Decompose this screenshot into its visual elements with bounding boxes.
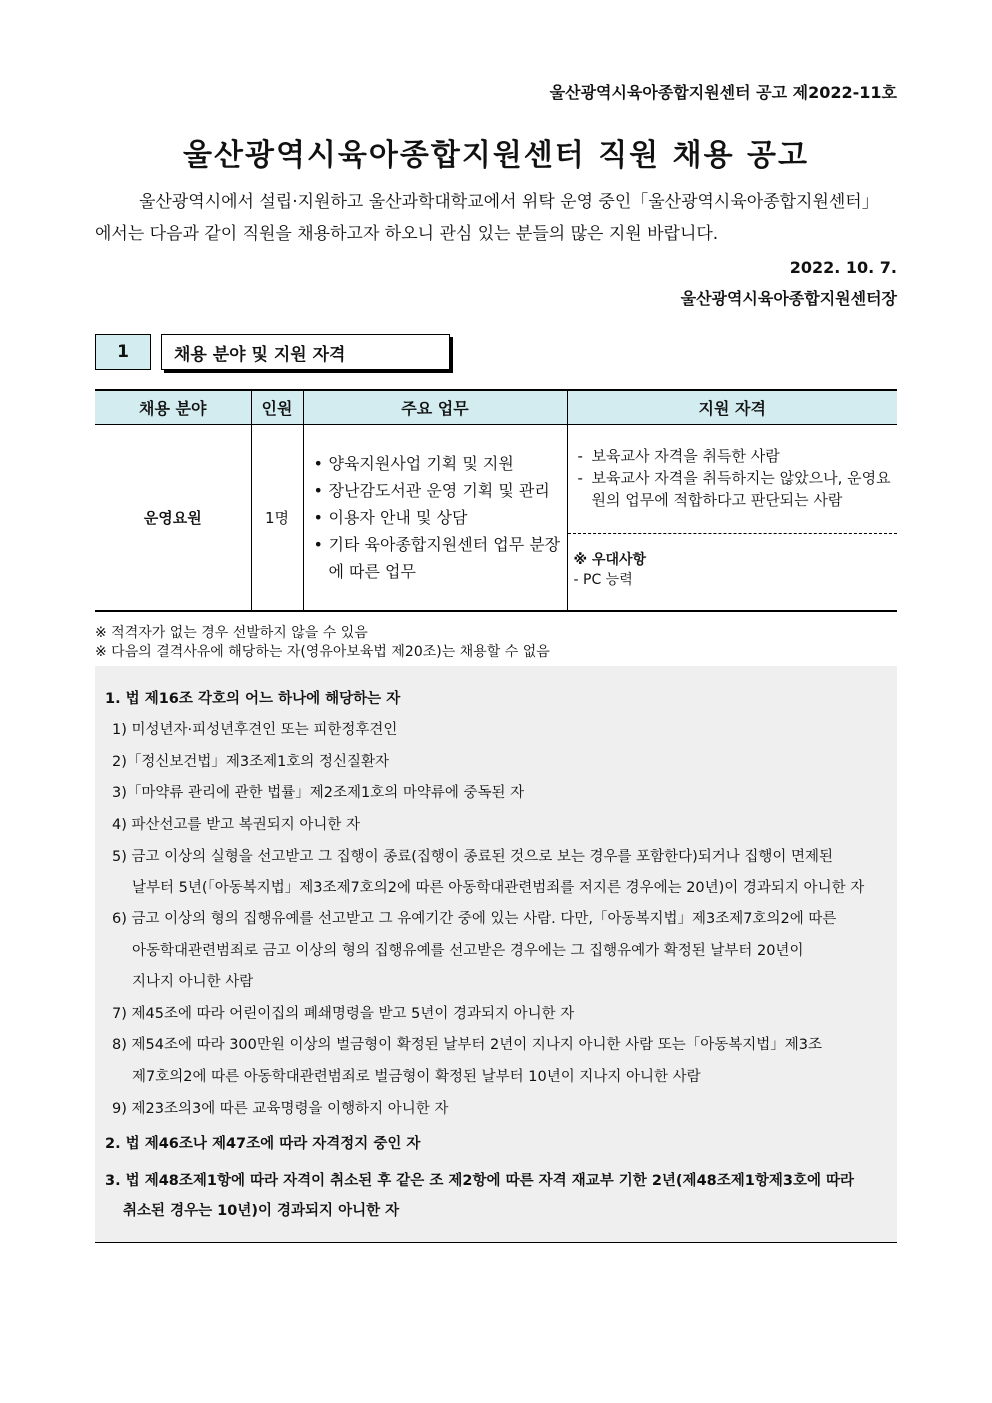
notes	[95, 624, 550, 662]
disqualification-item: 4) 파산선고를 받고 복권되지 아니한 자	[112, 817, 361, 833]
intro-line-2: 에서는 다음과 같이 직원을 채용하고자 하오니 관심 있는 분들의 많은 지원 바랍니다.	[95, 224, 719, 244]
header-count: 인원	[251, 390, 303, 425]
qualification-list	[568, 425, 898, 534]
disqualification-item: 1. 법 제16조 각호의 어느 하나에 해당하는 자	[105, 691, 401, 707]
duty-item: • 장난감도서관 운영 기획 및 관리	[314, 477, 567, 504]
cell-qualifications	[567, 425, 897, 611]
header-duties: 주요 업무	[303, 390, 567, 425]
table-row	[95, 425, 897, 611]
duty-item: • 이용자 안내 및 상담	[314, 504, 567, 531]
notice-date: 2022. 10. 7.	[789, 258, 897, 277]
disqualification-item: 6) 금고 이상의 형의 집행유예를 선고받고 그 유예기간 중에 있는 사람. 다만,「아동복지법」제3조제7호의2에 따른	[112, 911, 837, 927]
disqualification-item: 9) 제23조의3에 따른 교육명령을 이행하지 아니한 자	[112, 1101, 449, 1117]
disqualification-item: 취소된 경우는 10년)이 경과되지 아니한 자	[123, 1203, 400, 1219]
disqualification-item: 2. 법 제46조나 제47조에 따라 자격정지 중인 자	[105, 1136, 421, 1152]
section-title: 채용 분야 및 지원 자격	[161, 334, 450, 370]
disqualification-item: 7) 제45조에 따라 어린이집의 폐쇄명령을 받고 5년이 경과되지 아니한 자	[112, 1006, 575, 1022]
disqualification-item: 날부터 5년(「아동복지법」제3조제7호의2에 따른 아동학대관련범죄를 저지른 경우에는 20년)이 경과되지 아니한 자	[132, 880, 865, 896]
disqualification-item: 1) 미성년자·피성년후견인 또는 피한정후견인	[112, 722, 398, 738]
preference-title: ※ 우대사항	[573, 552, 647, 568]
table-header-row	[95, 390, 897, 425]
disqualification-item: 3)「마약류 관리에 관한 법률」제2조제1호의 마약류에 중독된 자	[112, 785, 525, 801]
header-qualifications: 지원 자격	[567, 390, 897, 425]
header-field: 채용 분야	[95, 390, 251, 425]
cell-field: 운영요원	[95, 425, 251, 611]
qualification-item: - 보육교사 자격을 취득하지는 않았으나, 운영요원의 업무에 적합하다고 판단되는 사람	[574, 467, 892, 511]
disqualification-item: 아동학대관련범죄로 금고 이상의 형의 집행유예를 선고받은 경우에는 그 집행유예가 확정된 날부터 20년이	[132, 943, 804, 959]
preference-block	[568, 534, 898, 604]
disqualification-item: 제7호의2에 따른 아동학대관련범죄로 벌금형이 확정된 날부터 10년이 지나지 아니한 사람	[132, 1069, 701, 1085]
note-line: ※ 적격자가 없는 경우 선발하지 않을 수 있음	[95, 625, 368, 641]
recruitment-table	[95, 389, 897, 612]
disqualification-box	[95, 666, 897, 1243]
preference-item: - PC 능력	[573, 572, 633, 588]
disqualification-item: 지나지 아니한 사람	[132, 974, 254, 990]
intro-paragraph	[95, 186, 897, 250]
notice-number: 울산광역시육아종합지원센터 공고 제2022-11호	[549, 83, 897, 102]
disqualification-item: 8) 제54조에 따라 300만원 이상의 벌금형이 확정된 날부터 2년이 지나지 아니한 사람 또는「아동복지법」제3조	[112, 1037, 823, 1053]
page-title: 울산광역시육아종합지원센터 직원 채용 공고	[183, 138, 809, 173]
note-line: ※ 다음의 결격사유에 해당하는 자(영유아보육법 제20조)는 채용할 수 없음	[95, 644, 550, 660]
disqualification-item: 5) 금고 이상의 실형을 선고받고 그 집행이 종료(집행이 종료된 것으로 보는 경우를 포함한다)되거나 집행이 면제된	[112, 849, 834, 865]
disqualification-item: 3. 법 제48조제1항에 따라 자격이 취소된 후 같은 조 제2항에 따른 자격 재교부 기한 2년(제48조제1항제3호에 따라	[105, 1173, 855, 1189]
cell-duties	[303, 425, 567, 611]
intro-line-1: 울산광역시에서 설립·지원하고 울산과학대학교에서 위탁 운영 중인「울산광역시육아종합지원센터」	[139, 192, 879, 212]
issuer: 울산광역시육아종합지원센터장	[680, 289, 897, 308]
duty-item: • 기타 육아종합지원센터 업무 분장에 따른 업무	[314, 531, 567, 585]
disqualification-item: 2)「정신보건법」제3조제1호의 정신질환자	[112, 754, 390, 770]
duty-item: • 양육지원사업 기획 및 지원	[314, 450, 567, 477]
qualification-item: - 보육교사 자격을 취득한 사람	[574, 445, 892, 467]
cell-count: 1명	[251, 425, 303, 611]
section-number: 1	[95, 334, 151, 370]
